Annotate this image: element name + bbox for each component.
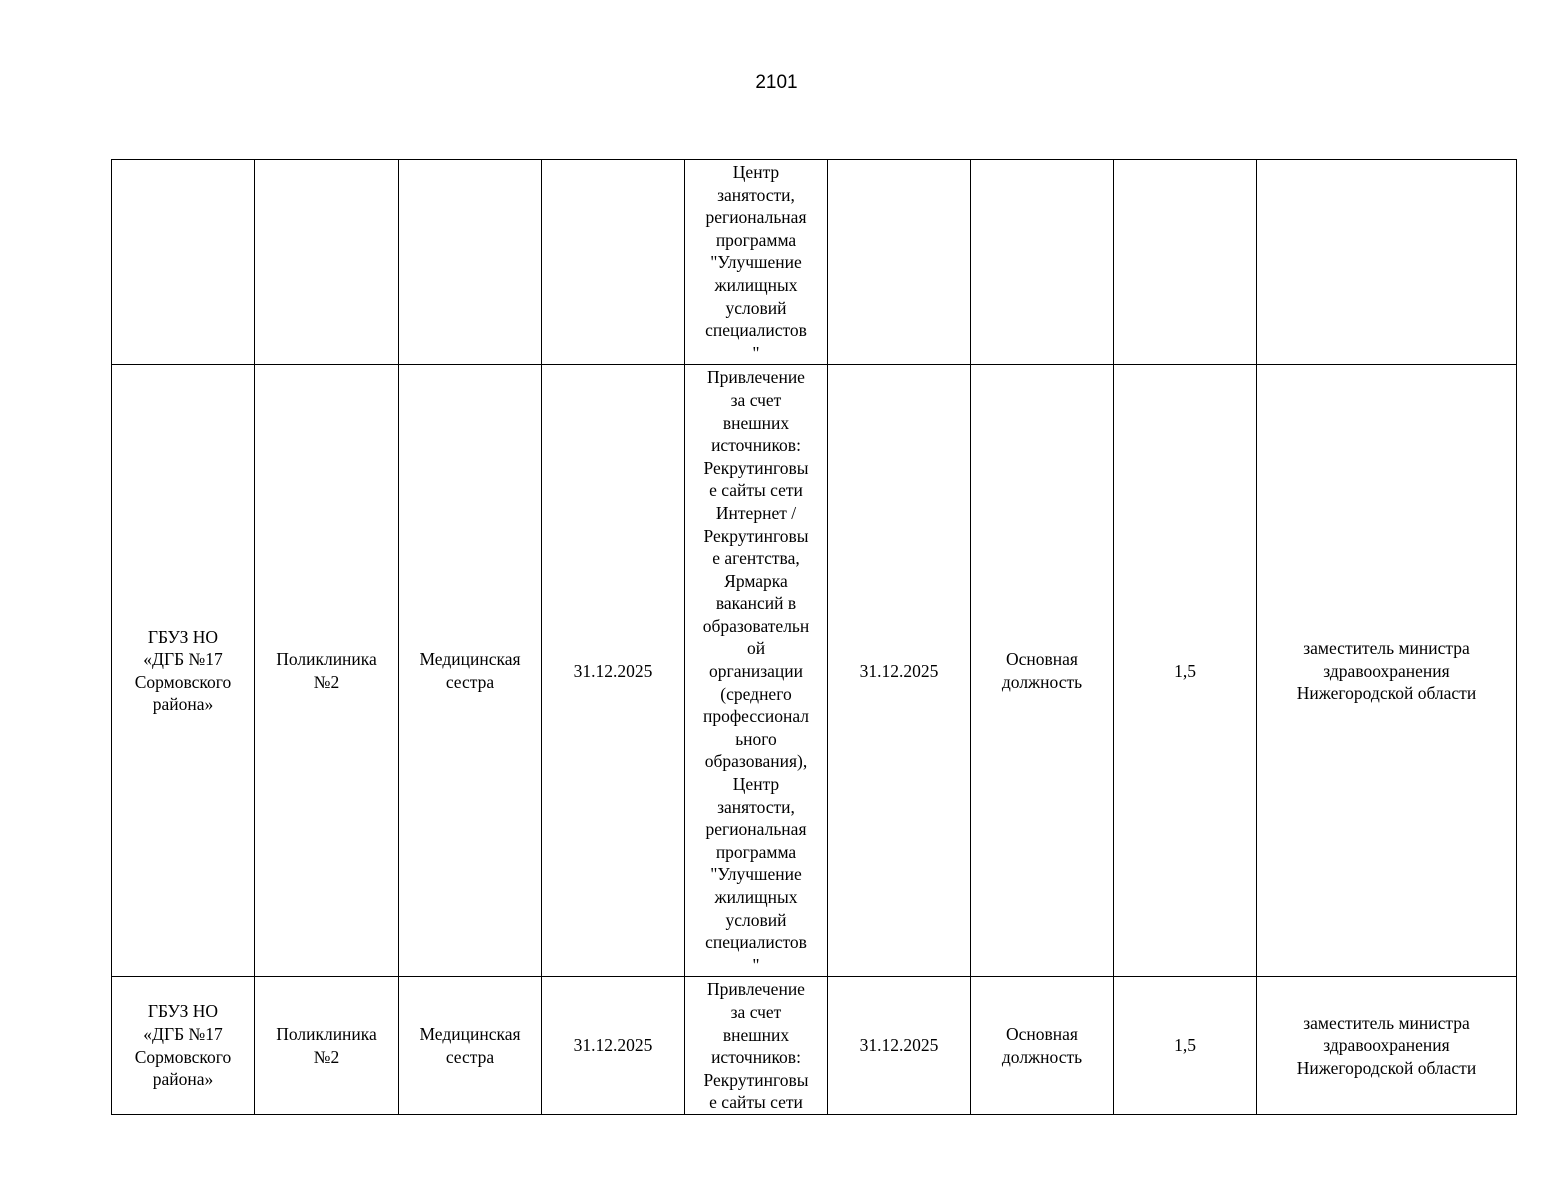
table-row <box>112 977 1517 1115</box>
sources-cell: Привлечение за счет внешних источников: Рекрутинговы е сайты сети Интернет / Рекрутинговы е агентства, Ярмарка вакансий в образовательн ой организации (среднего профессионал ьного образования), Центр занятости, региональная программа "Улучшение жилищных условий специалистов " <box>685 365 828 977</box>
position-cell: Медицинская сестра <box>399 365 542 977</box>
organization-cell: ГБУЗ НО «ДГБ №17 Сормовского района» <box>112 365 255 977</box>
responsible-cell: заместитель министра здравоохранения Нижегородской области <box>1257 365 1517 977</box>
position-cell: Медицинская сестра <box>399 977 542 1115</box>
sources-cell: Привлечение за счет внешних источников: Рекрутинговы е сайты сети <box>685 977 828 1115</box>
rate-cell <box>1114 160 1257 365</box>
date-start-cell: 31.12.2025 <box>542 977 685 1115</box>
table-row <box>112 365 1517 977</box>
post-type-cell <box>971 160 1114 365</box>
table-row <box>112 160 1517 365</box>
responsible-cell: заместитель министра здравоохранения Нижегородской области <box>1257 977 1517 1115</box>
rate-cell: 1,5 <box>1114 977 1257 1115</box>
responsible-cell <box>1257 160 1517 365</box>
date-end-cell: 31.12.2025 <box>828 365 971 977</box>
staffing-table <box>111 159 1517 1115</box>
unit-cell <box>255 160 399 365</box>
position-cell <box>399 160 542 365</box>
date-start-cell <box>542 160 685 365</box>
rate-cell: 1,5 <box>1114 365 1257 977</box>
sources-cell: Центр занятости, региональная программа "Улучшение жилищных условий специалистов " <box>685 160 828 365</box>
post-type-cell: Основная должность <box>971 977 1114 1115</box>
post-type-cell: Основная должность <box>971 365 1114 977</box>
date-end-cell <box>828 160 971 365</box>
organization-cell <box>112 160 255 365</box>
organization-cell: ГБУЗ НО «ДГБ №17 Сормовского района» <box>112 977 255 1115</box>
date-start-cell: 31.12.2025 <box>542 365 685 977</box>
unit-cell: Поликлиника №2 <box>255 365 399 977</box>
page-number: 2101 <box>755 72 798 93</box>
unit-cell: Поликлиника №2 <box>255 977 399 1115</box>
date-end-cell: 31.12.2025 <box>828 977 971 1115</box>
